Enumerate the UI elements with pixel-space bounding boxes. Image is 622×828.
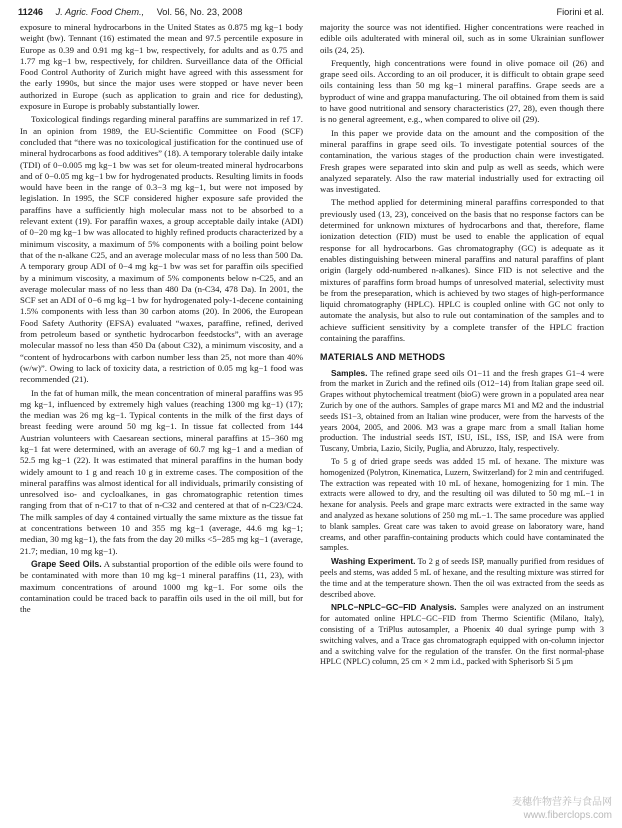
left-column <box>20 22 303 617</box>
samples-paragraph <box>320 368 604 455</box>
running-header <box>18 4 604 20</box>
journal-name: J. Agric. Food Chem., <box>55 7 145 17</box>
runin-heading-grape-seed-oils: Grape Seed Oils. <box>31 558 102 569</box>
runin-heading-nplc: NPLC−NPLC−GC−FID Analysis. <box>331 602 457 613</box>
body-paragraph: In the fat of human milk, the mean concentration of mineral paraffins was 95 mg kg−1, influenced by extremely high values (reaching 1300 mg kg−1) (17); the median was 26 mg kg−1. Typical contents in the milk of the first days of breast feeding were around 50 mg kg−1. In tissue fat collected from 144 Austrian volunteers with Caesarean sections, mineral paraffins at 15−360 mg kg−1 fat were determined, with an average of 60.7 mg kg−1 and a median of 52.5 mg kg−1 (22). It was estimated that mineral paraffins in the human body widely amount to 1 g and reach 10 g in extreme cases. The composition of the mineral paraffins was almost identical for all individuals, primarily consisting of unresolved iso- and cycloalkanes, in gas chromatographic retention times ranging from that of n-C17 to that of n-C32 and centered at that of n-C23/C24. The milk samples of day 4 contained virtually the same mixture as the tissue fat at concentrations between 10 and 355 mg kg−1 (average, 44.6 mg kg−1; median, 30 mg kg−1), the fats from the day 20 milks <5−285 mg kg−1 (average, 21.7; median, 10 mg kg−1). <box>20 387 303 556</box>
section-heading-materials-methods: MATERIALS AND METHODS <box>320 352 446 363</box>
body-paragraph: Frequently, high concentrations were found in olive pomace oil (26) and grape seed oils. According to an oil producer, it is difficult to obtain grape seed oils containing less than 50 mg kg−1 mineral paraffins. Grape seeds are a byproduct of wine and grappa manufacturing. The oil obtained from them is said to have good nutritional and sensory characteristics (27, 28), even though there is no general agreement, e.g., when compared to olive oil (29). <box>320 57 604 125</box>
samples-text: The refined grape seed oils O1−11 and the fresh grapes G1−4 were from the market in Zurich and the refined oils (O12−14) from Italian grape seed oil. Grapes without phytochemical treatment (bioG) were grown in a populated area near Zurich by one of the authors. Samples of grape marcs M1 and M2 and the industrial seeds IS1−3, obtained from an Italian wine producer, were from the harvests of the years 2004, 2005, and 2006. M3 was a grape marc from a small Italian home production. The industrial seeds IST, ISU, ISL, ISS, ISP, and ISA were from Tuscany, Umbria, Lazio, Sicily, Puglia, and Abruzzo, Italy, respectively. <box>320 368 604 454</box>
body-paragraph: exposure to mineral hydrocarbons in the United States as 0.875 mg kg−1 body weight (bw). Tennant (16) estimated the mean and 97.5 percentile exposure in Europe as 0.39 and 0.91 mg kg−1 bw, respectively, for adults and as 0.75 and 1.77 mg kg−1 bw, respectively, for children. Surveillance data of the Official Food Control Authority of Zurich might have agreed with this assessment for the early 1990s, but since the major uses were stopped or have never been authorized in Europe (such as application to grain and rice for dedusting), exposure in Europe is probably substantially lower. <box>20 22 303 112</box>
header-authors: Fiorini et al. <box>556 7 604 17</box>
runin-heading-washing: Washing Experiment. <box>331 556 416 567</box>
body-paragraph: majority the source was not identified. Higher concentrations were reached in edible oils adulterated with mineral oil, such as in some Ukrainian sunflower oils (24, 25). <box>320 22 604 55</box>
body-paragraph: In this paper we provide data on the amount and the composition of the mineral paraffins in grape seed oils. To investigate potential sources of the contamination, the various stages of the production chain were investigated. Fresh grapes were separated into skin and pulp as well as seeds, which were analyzed separately. Also the raw material industrially used for extracting oil was investigated. <box>320 127 604 195</box>
header-left <box>18 4 604 20</box>
site-watermark <box>512 796 612 822</box>
volume-issue: Vol. 56, No. 23, 2008 <box>156 7 243 17</box>
nplc-text: Samples were analyzed on an instrument for automated online HPLC−GC−FID from Thermo Scientific (Milano, Italy), consisting of a TriPlus autosampler, a Phoenix 40 dual syringe pump with 3 switching valves, and a Trace gas chromatograph equipped with on-column injector and a switching valve for the regulation of the transfer. On the first normal-phase HPLC (NPLC) column, 25 cm × 2 mm i.d., packed with Spherisorb Si 5 μm <box>320 603 604 667</box>
nplc-paragraph <box>320 602 604 668</box>
body-paragraph: Toxicological findings regarding mineral paraffins are summarized in ref 17. In an opinion from 1989, the EU-Scientific Committee on Food (SCF) concluded that “there was no toxicological justification for the continued use of mineral hydrocarbons as food additives” (18). A temporary tolerable daily intake (TDI) of 0−0.005 mg kg−1 bw was set for oleum-treated mineral hydrocarbons and of 0−0.05 mg kg−1 bw for hydrogenated products. Resulting limits in foods would have been in the range of 0.3−3 mg kg−1, but were not imposed by legislation. In 1995, the SCF considered higher exposure safe provided the paraffins have a sufficiently high molecular mass not to be absorbed to a relevant extent (19). For paraffin waxes, a group acceptable daily intake (ADI) of 0−20 mg kg−1 bw was allocated to highly refined products characterized by a minimum viscosity, a maximum of 5% components with a boiling point below that of the n-alkane C25, and an average molecular mass of no less than 500 Da. A temporary group ADI of 0−4 mg kg−1 bw was set for paraffin oils specified by a minimum viscosity, a maximum of 5% components below n-C25, and an average molecular mass of no less than 480 Da (n-C34, 478 Da). In 2001, the SCF set an ADI of 0−6 mg kg−1 bw for hydrogenated poly-1-decene containing 1.5% components with less than 30 carbon atoms (20). In 2006, the European Food Safety Authority (EFSA) evaluated “waxes, paraffine, refined, derived from petroleum based or synthetic hydrocarbon feedstocks”, with an average molecular massof no less than 450 Da (about C32), a minimum viscosity, and a “content of hydrocarbons with carbon number less than 25, not more than 40% (w/w)”. Owing to lack of toxicity data, a restriction of 0.05 mg kg−1 food was recommended (21). <box>20 114 303 385</box>
samples-paragraph-2: To 5 g of dried grape seeds was added 15 mL of hexane. The mixture was homogenized (Polytron, Kinematica, Luzern, Switzerland) for 2 min and centrifuged. The extraction was repeated with 10 mL of hexane, homogenizing for 1 min. The extracts were allowed to dry, and the resulting oil was diluted to 50 mg mL−1 in hexane for analysis. Peels and grape marc extracts were extracted in the same way and analyzed as hexane solutions of 250 mg mL−1. The same procedure was applied to blank samples. Great care was taken to avoid grease on laboratory ware, hand creams, and other paraffin-containing products which could have contaminated the samples. <box>320 456 604 553</box>
grape-seed-text: A substantial proportion of the edible oils were found to be contaminated with more than 10 mg kg−1 mineral paraffins (11, 23), with maximum concentrations of around 1000 mg kg−1. For some oils the contamination could be traced back to paraffin oils used in the oil mill, but for the <box>20 558 303 615</box>
grape-seed-paragraph <box>20 559 303 615</box>
right-column <box>320 22 604 670</box>
watermark-line-2: www.fiberclops.com <box>523 810 612 821</box>
page-number: 11246 <box>18 7 44 17</box>
washing-paragraph <box>320 556 604 600</box>
body-paragraph: The method applied for determining mineral paraffins corresponded to that previously used (13, 23), conceived on the basis that no response factors can be determined for unknown mixtures of hydrocarbons and that, therefore, flame ionization detection (FID) must be used to enable the application of equal response for all hydrocarbons. Gas chromatography (GC) is adequate as it enables distinguishing between mineral paraffins and natural paraffins of plant origin (largely odd-numbered n-alkanes). Since FID is not selective and the mixtures of paraffins form broad humps of unresolved material, selectivity must be from the preseparation, which is achieved by two stages of high-performance liquid chromatography (HPLC). HPLC is coupled online with GC not only to automate the analysis, but also to rule out contamination of the samples and to achieve sufficient sensitivity by a complete transfer of the HPLC fraction containing the paraffins. <box>320 197 604 344</box>
watermark-line-1: 麦穗作物营养与食品网 <box>512 797 612 808</box>
washing-text: To 2 g of seeds ISP, manually purified from residues of peels and stems, was added 5 mL of hexane, and the resulting mixture was stirred for the time and at the temperature shown. Then the oil was extracted from the seeds as described above. <box>320 557 604 599</box>
runin-heading-samples: Samples. <box>331 367 368 378</box>
